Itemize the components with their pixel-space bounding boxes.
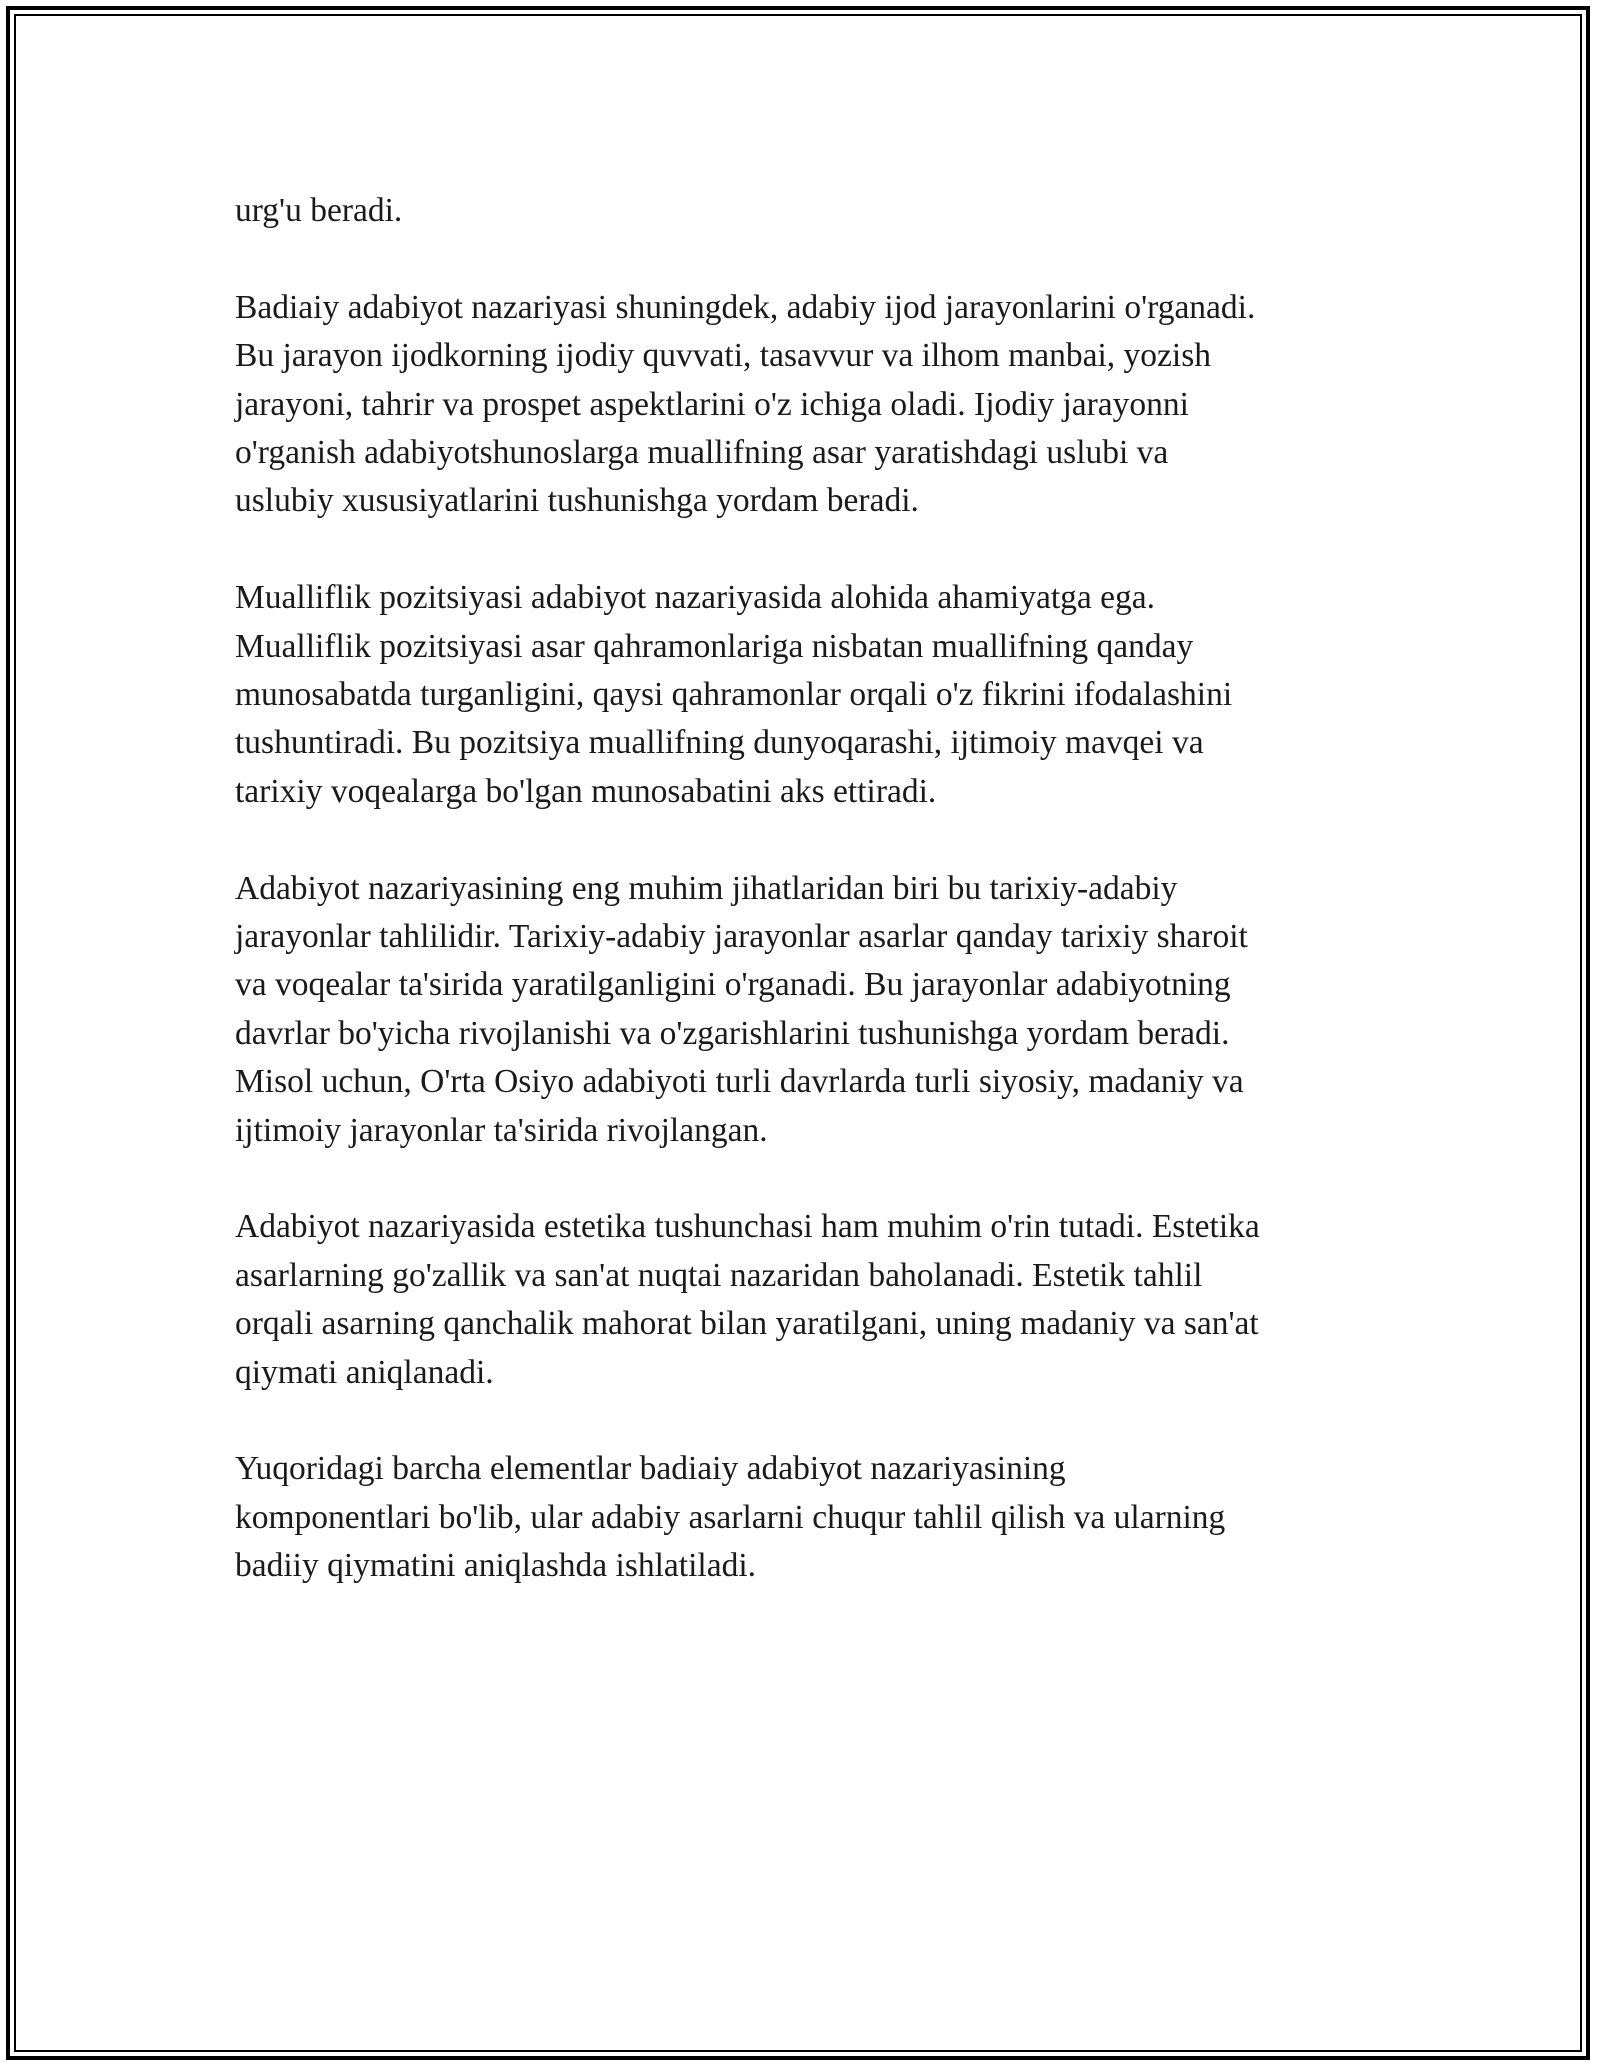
paragraph-author-position: Mualliflik pozitsiyasi adabiyot nazariyasida alohida ahamiyatga ega. Mualliflik pozitsiyasi asar qahramonlariga nisbatan muallifning qanday munosabatda turganligini, qaysi qahramonlar orqali o'z fikrini ifodalashini tushuntiradi. Bu pozitsiya muallifning dunyoqarashi, ijtimoiy mavqei va tarixiy voqealarga bo'lgan munosabatini aks ettiradi. <box>235 579 1233 810</box>
paragraph-aesthetics: Adabiyot nazariyasida estetika tushunchasi ham muhim o'rin tutadi. Estetika asarlarning go'zallik va san'at nuqtai nazaridan baholanadi. Estetik tahlil orqali asarning qanchalik mahorat bilan yaratilgani, uning madaniy va san'at qiymati aniqlanadi. <box>235 1208 1260 1391</box>
paragraph-creative-process: Badiaiy adabiyot nazariyasi shuningdek, adabiy ijod jarayonlarini o'rganadi. Bu jarayon ijodkorning ijodiy quvvati, tasavvur va ilhom manbai, yozish jarayoni, tahrir va prospet aspektlarini o'z ichiga oladi. Ijodiy jarayonni o'rganish adabiyotshunoslarga muallifning asar yaratishdagi uslubi va uslubiy xususiyatlarini tushunishga yordam beradi. <box>235 288 1256 520</box>
paragraph-conclusion: Yuqoridagi barcha elementlar badiaiy adabiyot nazariyasining komponentlari bo'lib, ular adabiy asarlarni chuqur tahlil qilish va ularning badiiy qiymatini aniqlashda ishlatiladi. <box>235 1450 1226 1585</box>
paragraph-continuation: urg'u beradi. <box>235 192 403 229</box>
document-body <box>235 187 1365 1639</box>
paragraph-historical-process: Adabiyot nazariyasining eng muhim jihatlaridan biri bu tarixiy-adabiy jarayonlar tahlilidir. Tarixiy-adabiy jarayonlar asarlar qanday tarixiy sharoit va voqealar ta'sirida yaratilganligini o'rganadi. Bu jarayonlar adabiyotning davrlar bo'yicha rivojlanishi va o'zgarishlarini tushunishga yordam beradi. Misol uchun, O'rta Osiyo adabiyoti turli davrlarda turli siyosiy, madaniy va ijtimoiy jarayonlar ta'sirida rivojlangan. <box>235 869 1248 1149</box>
